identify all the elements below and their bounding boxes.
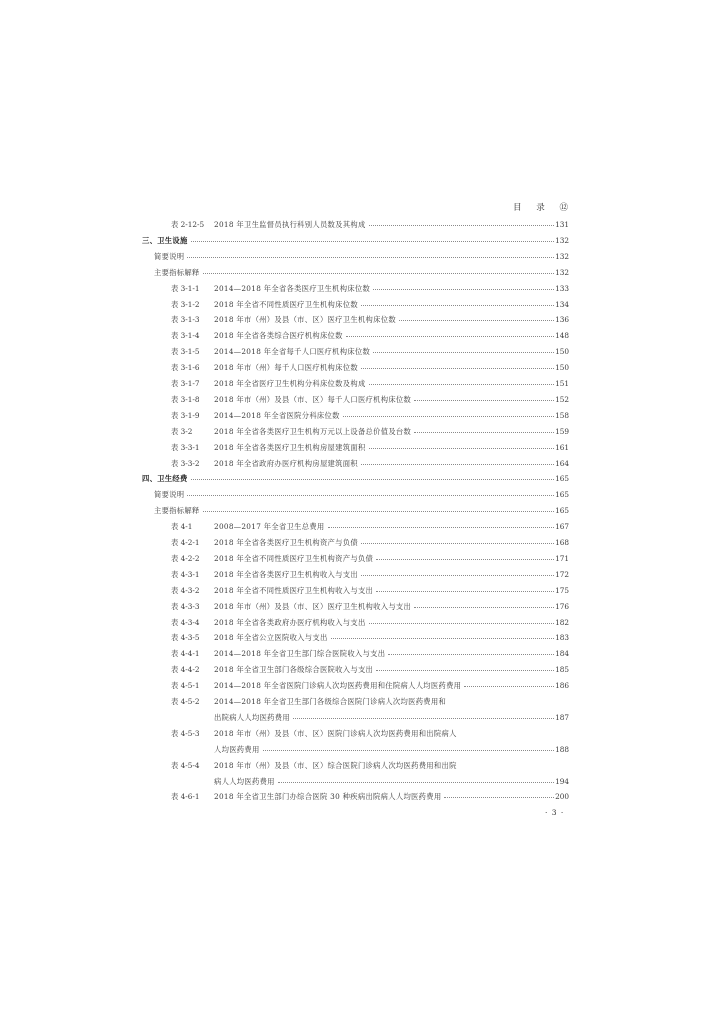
toc-entry-number: 表 4-4-1 <box>171 649 200 659</box>
toc-page-number: 159 <box>555 426 569 436</box>
toc-dot-leader <box>464 686 554 687</box>
toc-entry[interactable] <box>0 744 724 756</box>
toc-entry-title: 出院病人人均医药费用 <box>214 712 290 722</box>
toc-page-number: 136 <box>555 315 569 325</box>
toc-entry-number: 表 3-1-3 <box>171 315 200 325</box>
toc-dot-leader <box>346 336 554 337</box>
toc-section-entry[interactable] <box>0 235 724 247</box>
toc-dot-leader <box>361 305 554 306</box>
toc-entry[interactable] <box>0 219 724 231</box>
toc-entry-title: 2018 年全省各类政府办医疗机构收入与支出 <box>214 617 366 627</box>
toc-page-number: 164 <box>555 458 569 468</box>
toc-page-number: 185 <box>555 665 569 675</box>
toc-entry-number: 表 3-3-1 <box>171 442 200 452</box>
toc-dot-leader <box>414 432 554 433</box>
toc-dot-leader <box>369 225 554 226</box>
toc-entry-title: 2018 年全省医疗卫生机构分科床位数及构成 <box>214 379 366 388</box>
toc-dot-leader <box>191 479 554 480</box>
toc-entry-title: 2018 年全省公立医院收入与支出 <box>214 633 328 643</box>
toc-dot-leader <box>399 320 554 321</box>
toc-dot-leader <box>376 670 554 671</box>
toc-entry-title: 2014—2018 年全省医院分科床位数 <box>214 410 340 420</box>
toc-dot-leader <box>278 782 554 783</box>
toc-dot-leader <box>373 289 554 290</box>
toc-entry[interactable] <box>0 601 724 613</box>
toc-dot-leader <box>376 591 554 592</box>
toc-entry-number: 表 3-1-4 <box>171 331 200 341</box>
toc-page-number: 176 <box>555 601 569 611</box>
toc-entry-title: 简要说明 <box>154 251 185 261</box>
toc-page-number: 152 <box>555 394 569 404</box>
toc-dot-leader <box>187 257 554 258</box>
toc-entry-number: 表 3-1-7 <box>171 379 200 388</box>
toc-entry[interactable] <box>0 648 724 660</box>
toc-entry[interactable] <box>0 776 724 788</box>
toc-page-number: 194 <box>555 776 569 786</box>
toc-entry-number: 表 3-1-8 <box>171 394 200 404</box>
toc-dot-leader <box>369 448 554 449</box>
toc-dot-leader <box>203 511 554 512</box>
toc-entry-number: 表 4-5-2 <box>171 697 200 706</box>
toc-entry-title: 2018 年全省各类医疗卫生机构房屋建筑面积 <box>214 442 366 452</box>
toc-page-number: 188 <box>555 744 569 754</box>
toc-entry[interactable] <box>0 680 724 692</box>
toc-entry-title: 病人人均医药费用 <box>214 776 275 786</box>
toc-page-number: 200 <box>555 792 569 802</box>
toc-dot-leader <box>444 797 554 798</box>
toc-entry[interactable] <box>0 505 724 517</box>
toc-page-number: 132 <box>555 251 569 261</box>
toc-entry-title: 简要说明 <box>154 490 185 500</box>
toc-entry[interactable] <box>0 521 724 533</box>
toc-dot-leader <box>361 543 554 544</box>
toc-entry-title: 2014—2018 年全省各类医疗卫生机构床位数 <box>214 283 371 293</box>
toc-entry-title: 2014—2018 年全省卫生部门各级综合医院门诊病人次均医药费用和 <box>214 697 447 706</box>
toc-entry-number: 表 3-3-2 <box>171 458 200 468</box>
toc-entry[interactable] <box>0 728 724 740</box>
toc-page-number: 150 <box>555 363 569 373</box>
toc-entry[interactable] <box>0 378 724 390</box>
toc-page-number: 131 <box>555 220 569 229</box>
toc-entry-number: 表 4-3-3 <box>171 601 200 611</box>
toc-entry[interactable] <box>0 458 724 470</box>
toc-entry-number: 表 4-2-2 <box>171 553 200 563</box>
toc-entry-title: 主要指标解释 <box>154 267 200 277</box>
toc-dot-leader <box>361 368 554 369</box>
toc-entry-title: 2018 年市（州）及县（市、区）每千人口医疗机构床位数 <box>214 394 412 404</box>
toc-section-entry[interactable] <box>0 473 724 485</box>
toc-dot-leader <box>191 241 554 242</box>
toc-page-number: 171 <box>555 553 569 563</box>
toc-entry-number: 表 4-5-4 <box>171 760 200 770</box>
toc-entry-title: 2018 年全省卫生部门办综合医院 30 种疾病出院病人人均医药费用 <box>214 792 442 802</box>
toc-page-number: 161 <box>555 442 569 452</box>
toc-page-number: 184 <box>555 649 569 659</box>
toc-entry[interactable] <box>0 410 724 422</box>
toc-page-number: 133 <box>555 283 569 293</box>
toc-entry[interactable] <box>0 267 724 279</box>
toc-entry-title: 主要指标解释 <box>154 506 200 516</box>
toc-dot-leader <box>343 416 554 417</box>
toc-entry-title: 2018 年市（州）及县（市、区）综合医院门诊病人次均医药费用和出院 <box>214 760 457 770</box>
running-header: 目 录 ⑫ <box>513 203 574 213</box>
toc-entry[interactable] <box>0 760 724 772</box>
toc-entry-title: 2018 年全省不同性质医疗卫生机构资产与负债 <box>214 553 374 563</box>
toc-entry-number: 表 3-1-5 <box>171 347 200 357</box>
toc-entry[interactable] <box>0 791 724 803</box>
toc-page-number: 132 <box>555 267 569 277</box>
toc-entry-number: 表 3-1-1 <box>171 283 200 293</box>
toc-entry-title: 2018 年全省各类医疗卫生机构资产与负债 <box>214 538 358 547</box>
toc-page-number: 182 <box>555 617 569 627</box>
toc-entry[interactable] <box>0 537 724 549</box>
toc-page-number: 132 <box>555 235 569 245</box>
toc-entry[interactable] <box>0 696 724 708</box>
toc-entry-number: 表 4-5-3 <box>171 728 200 738</box>
toc-entry-number: 表 4-2-1 <box>171 538 200 547</box>
toc-entry-title: 2018 年全省不同性质医疗卫生机构收入与支出 <box>214 585 374 595</box>
toc-page-number: 150 <box>555 347 569 357</box>
toc-dot-leader <box>373 352 554 353</box>
toc-entry-title: 2008—2017 年全省卫生总费用 <box>214 522 325 532</box>
toc-page-number: 165 <box>555 474 569 484</box>
toc-entry-number: 表 4-5-1 <box>171 681 200 691</box>
toc-dot-leader <box>361 464 554 465</box>
toc-dot-leader <box>328 527 554 528</box>
toc-entry-number: 表 4-3-4 <box>171 617 200 627</box>
toc-page-number: 151 <box>555 379 569 388</box>
toc-page-number: 186 <box>555 681 569 691</box>
toc-entry[interactable] <box>0 314 724 326</box>
toc-entry-number: 表 4-3-5 <box>171 633 200 643</box>
toc-dot-leader <box>376 559 554 560</box>
toc-entry[interactable] <box>0 251 724 263</box>
toc-entry[interactable] <box>0 283 724 295</box>
toc-entry[interactable] <box>0 585 724 597</box>
toc-entry[interactable] <box>0 330 724 342</box>
toc-entry-title: 2014—2018 年全省每千人口医疗机构床位数 <box>214 347 371 357</box>
toc-entry-title: 2018 年全省各类医疗卫生机构万元以上设备总价值及台数 <box>214 426 412 436</box>
toc-page-number: 165 <box>555 506 569 516</box>
toc-entry-title: 2018 年市（州）及县（市、区）医院门诊病人次均医药费用和出院病人 <box>214 728 457 738</box>
toc-page-number: 134 <box>555 299 569 309</box>
toc-entry-title: 2018 年市（州）每千人口医疗机构床位数 <box>214 363 358 373</box>
toc-page-number: 175 <box>555 585 569 595</box>
toc-entry[interactable] <box>0 664 724 676</box>
toc-dot-leader <box>369 623 554 624</box>
toc-entry-number: 表 4-3-2 <box>171 585 200 595</box>
toc-dot-leader <box>293 718 554 719</box>
toc-entry[interactable] <box>0 394 724 406</box>
toc-entry-title: 四、卫生经费 <box>142 474 188 484</box>
toc-page-number: 167 <box>555 522 569 532</box>
toc-dot-leader <box>263 750 554 751</box>
toc-page-number: 187 <box>555 712 569 722</box>
toc-dot-leader <box>369 384 554 385</box>
toc-dot-leader <box>187 495 554 496</box>
toc-entry[interactable] <box>0 712 724 724</box>
toc-entry-number: 表 4-3-1 <box>171 569 200 579</box>
toc-entry-title: 2018 年卫生监督员执行科别人员数及其构成 <box>214 220 366 229</box>
toc-page-number: 183 <box>555 633 569 643</box>
toc-entry[interactable] <box>0 553 724 565</box>
toc-dot-leader <box>414 400 554 401</box>
toc-entry-title: 人均医药费用 <box>214 744 260 754</box>
toc-entry-title: 2018 年全省卫生部门各级综合医院收入与支出 <box>214 665 374 675</box>
page-number: · 3 · <box>545 808 565 817</box>
toc-entry-number: 表 2-12-5 <box>171 220 205 229</box>
toc-entry[interactable] <box>0 362 724 374</box>
toc-entry-number: 表 3-1-6 <box>171 363 200 373</box>
toc-entry-title: 2018 年市（州）及县（市、区）医疗卫生机构收入与支出 <box>214 601 412 611</box>
toc-entry-number: 表 3-1-9 <box>171 410 200 420</box>
toc-entry[interactable] <box>0 569 724 581</box>
toc-dot-leader <box>414 607 554 608</box>
toc-page-number: 172 <box>555 569 569 579</box>
toc-entry-title: 2018 年全省不同性质医疗卫生机构床位数 <box>214 299 358 309</box>
toc-entry[interactable] <box>0 632 724 644</box>
toc-entry-title: 2018 年全省各类综合医疗机构床位数 <box>214 331 343 341</box>
toc-page-number: 168 <box>555 538 569 547</box>
toc-page-number: 148 <box>555 331 569 341</box>
toc-entry-title: 2014—2018 年全省卫生部门综合医院收入与支出 <box>214 649 386 659</box>
toc-entry[interactable] <box>0 617 724 629</box>
toc-page-number: 165 <box>555 490 569 500</box>
toc-entry-number: 表 4-1 <box>171 522 193 532</box>
toc-entry[interactable] <box>0 299 724 311</box>
toc-entry-title: 2018 年市（州）及县（市、区）医疗卫生机构床位数 <box>214 315 396 325</box>
toc-dot-leader <box>361 575 554 576</box>
toc-dot-leader <box>331 638 554 639</box>
toc-entry-number: 表 3-1-2 <box>171 299 200 309</box>
toc-dot-leader <box>388 654 554 655</box>
toc-entry-title: 2014—2018 年全省医院门诊病人次均医药费用和住院病人人均医药费用 <box>214 681 462 691</box>
toc-entry-title: 三、卫生设施 <box>142 235 188 245</box>
toc-entry[interactable] <box>0 442 724 454</box>
toc-page-number: 158 <box>555 410 569 420</box>
toc-entry[interactable] <box>0 346 724 358</box>
toc-entry-title: 2018 年全省政府办医疗机构房屋建筑面积 <box>214 458 358 468</box>
toc-entry[interactable] <box>0 489 724 501</box>
toc-entry-title: 2018 年全省各类医疗卫生机构收入与支出 <box>214 569 358 579</box>
toc-entry-number: 表 4-6-1 <box>171 792 200 802</box>
toc-entry[interactable] <box>0 426 724 438</box>
toc-dot-leader <box>203 273 554 274</box>
toc-entry-number: 表 4-4-2 <box>171 665 200 675</box>
toc-entry-number: 表 3-2 <box>171 426 193 436</box>
